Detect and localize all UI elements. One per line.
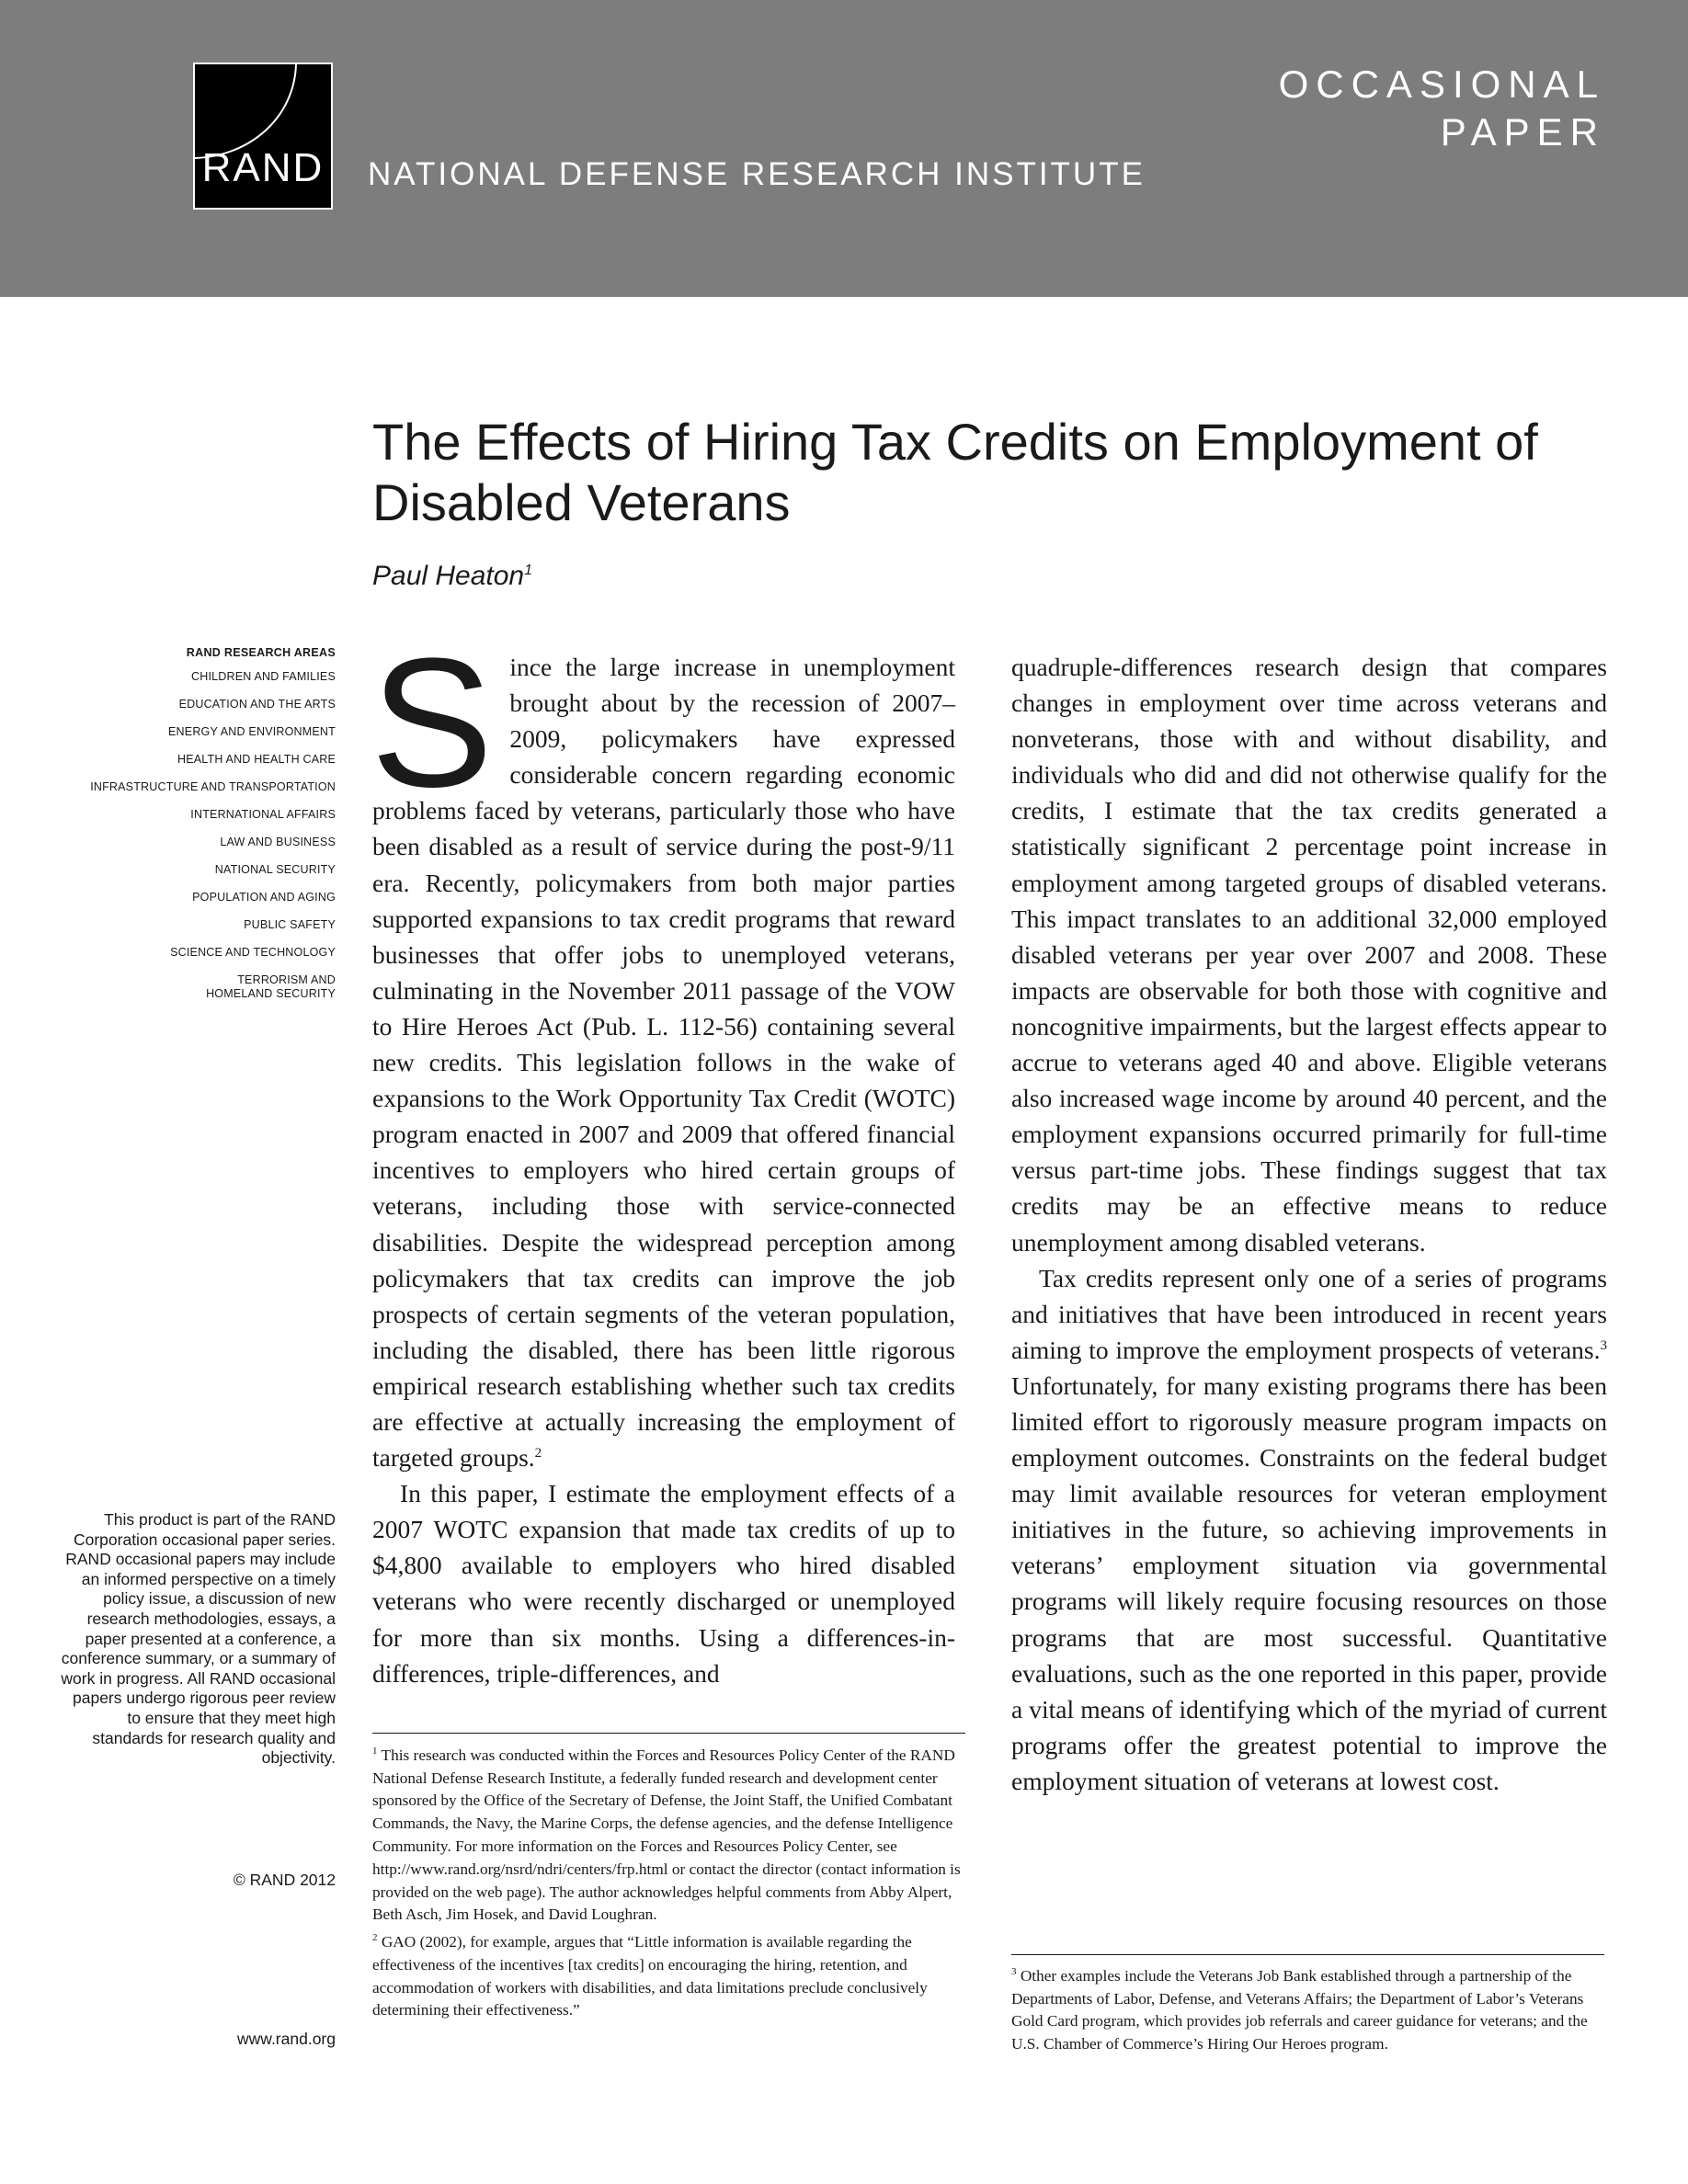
research-area-item[interactable]: SCIENCE AND TECHNOLOGY: [170, 946, 336, 959]
paper-title: The Effects of Hiring Tax Credits on Employment of Disabled Veterans: [372, 413, 1538, 531]
body-paragraph-2: In this paper, I estimate the employment effects of a 2007 WOTC expansion that made tax credits of up to $4,800 available to employers who hired disabled veterans who were recently discharged or unemployed for more than six months. Using a differences-in-differences, triple-differences, and: [372, 1479, 955, 1688]
body-column-2: [1011, 649, 1607, 1799]
header-band: [0, 0, 1688, 297]
research-area-item[interactable]: INFRASTRUCTURE AND TRANSPORTATION: [90, 780, 336, 793]
research-area-item[interactable]: PUBLIC SAFETY: [244, 918, 336, 931]
research-area-item[interactable]: INTERNATIONAL AFFAIRS: [190, 808, 336, 821]
footnote-number: 2: [372, 1932, 378, 1944]
research-area-item[interactable]: EDUCATION AND THE ARTS: [178, 698, 336, 711]
author-name: Paul Heaton: [372, 561, 525, 591]
rand-logo[interactable]: [193, 63, 333, 210]
paragraph-1-text: ince the large increase in unemployment brought about by the recession of 2007–2009, policymakers have expressed considerable concern regarding economic problems faced by veterans, particularly those who have been disabled as a result of service during the post-9/11 era. Recently, policymakers from both major parties supported expansions to tax credit programs that reward businesses that offer jobs to unemployed veterans, culminating in the November 2011 passage of the VOW to Hire Heroes Act (Pub. L. 112-56) containing several new credits. This legislation follows in the wake of expansions to the Work Opportunity Tax Credit (WOTC) program enacted in 2007 and 2009 that offered financial incentives to employers who hired certain groups of veterans, including those with service-connected disabilities. Despite the widespread perception among policymakers that tax credits can improve the job prospects of certain segments of the veteran population, including the disabled, there has been little rigorous empirical research establishing whether such tax credits are effective at actually increasing the employment of targeted groups.: [372, 653, 955, 1473]
footnote-2: [372, 1927, 965, 2022]
footnote-number: 3: [1011, 1966, 1017, 1977]
footnote-text: GAO (2002), for example, argues that “Little information is available regarding the effectiveness of the incentives [tax credits] on encouraging the hiring, retention, and accommodation of workers with disabilities, and data limitations preclude conclusively determining their effectiveness.”: [372, 1932, 928, 2019]
logo-text: RAND: [201, 145, 325, 190]
paragraph-3-text-a: Tax credits represent only one of a series of programs and initiatives that have been introduced in recent years aiming to improve the employment prospects of veterans.: [1011, 1263, 1607, 1364]
footnote-1: [372, 1740, 965, 1927]
institute-name: NATIONAL DEFENSE RESEARCH INSTITUTE: [368, 156, 1146, 192]
copyright: © RAND 2012: [233, 1871, 336, 1889]
footnote-divider: [1011, 1954, 1604, 1955]
series-line-1: OCCASIONAL: [1278, 63, 1605, 106]
footnote-ref-2[interactable]: 2: [534, 1445, 542, 1461]
footnote-divider: [372, 1733, 965, 1734]
footnote-ref-3[interactable]: 3: [1600, 1337, 1607, 1353]
research-area-item[interactable]: POPULATION AND AGING: [192, 891, 336, 904]
author-line: [372, 561, 532, 592]
paragraph-3-text-b: Unfortunately, for many existing programs there has been limited effort to rigorously measure program impacts on employment outcomes. Constraints on the federal budget may limit available resources for veteran employment initiatives in the future, so achieving improvements in veterans’ employment situation via governmental programs will likely require focusing resources on those programs that are most successful. Quantitative evaluations, such as the one reported in this paper, provide a vital means of identifying which of the myriad of current programs offer the greatest potential to improve the employment situation of veterans at lowest cost.: [1011, 1371, 1607, 1795]
footnotes-column-1: [372, 1740, 965, 2022]
footnote-number: 1: [372, 1746, 378, 1757]
research-area-item[interactable]: ENERGY AND ENVIRONMENT: [168, 725, 336, 738]
body-paragraph-2-continued: quadruple-differences research design that compares changes in employment over time across veterans and nonveterans, those with and without disability, and individuals who did and did not otherwise qualify for the credits, I estimate that the tax credits generated a statistically significant 2 percentage point increase in employment among targeted groups of disabled veterans. This impact translates to an additional 32,000 employed disabled veterans per year over 2007 and 2008. These impacts are observable for both those with cognitive and noncognitive impairments, but the largest effects appear to accrue to veterans aged 40 and above. Eligible veterans also increased wage income by around 40 percent, and the employment expansions occurred primarily for full-time versus part-time jobs. These findings suggest that tax credits may be an effective means to reduce unemployment among disabled veterans.: [1011, 653, 1607, 1257]
research-areas-heading: RAND RESEARCH AREAS: [186, 646, 336, 659]
body-paragraph-1: [371, 620, 955, 1475]
series-description: This product is part of the RAND Corporation occasional paper series. RAND occasional papers may include an informed perspective on a timely policy issue, a discussion of new research methodologies, essays, a paper presented at a conference, a conference summary, or a summary of work in progress. All RAND occasional papers undergo rigorous peer review to ensure that they meet high standards for research quality and objectivity.: [61, 1510, 336, 1768]
series-line-2: PAPER: [1440, 110, 1605, 154]
series-label: [1279, 61, 1605, 156]
website-link[interactable]: www.rand.org: [237, 2030, 336, 2048]
drop-cap: S: [371, 620, 494, 825]
research-area-item[interactable]: HEALTH AND HEALTH CARE: [177, 753, 336, 766]
body-column-1: [371, 620, 955, 1691]
research-area-item[interactable]: NATIONAL SECURITY: [214, 863, 336, 876]
research-area-item[interactable]: TERRORISM AND HOMELAND SECURITY: [206, 973, 336, 1000]
author-footnote-marker: 1: [524, 563, 533, 578]
body-paragraph-3: [1011, 1260, 1607, 1799]
footnote-3: [1011, 1961, 1604, 2056]
footnotes-column-2: [1011, 1961, 1604, 2056]
footnote-text: This research was conducted within the Forces and Resources Policy Center of the RAND National Defense Research Institute, a federally funded research and development center sponsored by the Office of the Secretary of Defense, the Joint Staff, the Unified Combatant Commands, the Navy, the Marine Corps, the defense agencies, and the defense Intelligence Community. For more information on the Forces and Resources Policy Center, see http://www.rand.org/nsrd/ndri/centers/frp.html or contact the director (contact information is provided on the web page). The author acknowledges helpful comments from Abby Alpert, Beth Asch, Jim Hosek, and David Loughran.: [372, 1746, 961, 1924]
research-areas-list: [37, 670, 336, 1001]
research-area-item[interactable]: CHILDREN AND FAMILIES: [190, 670, 336, 683]
footnote-text: Other examples include the Veterans Job Bank established through a partnership of the Departments of Labor, Defense, and Veterans Affairs; the Department of Labor’s Veterans Gold Card program, which provides job referrals and career guidance for veterans; and the U.S. Chamber of Commerce’s Hiring Our Heroes program.: [1011, 1966, 1588, 2053]
research-areas: [37, 646, 336, 1015]
research-area-item[interactable]: LAW AND BUSINESS: [220, 836, 336, 848]
